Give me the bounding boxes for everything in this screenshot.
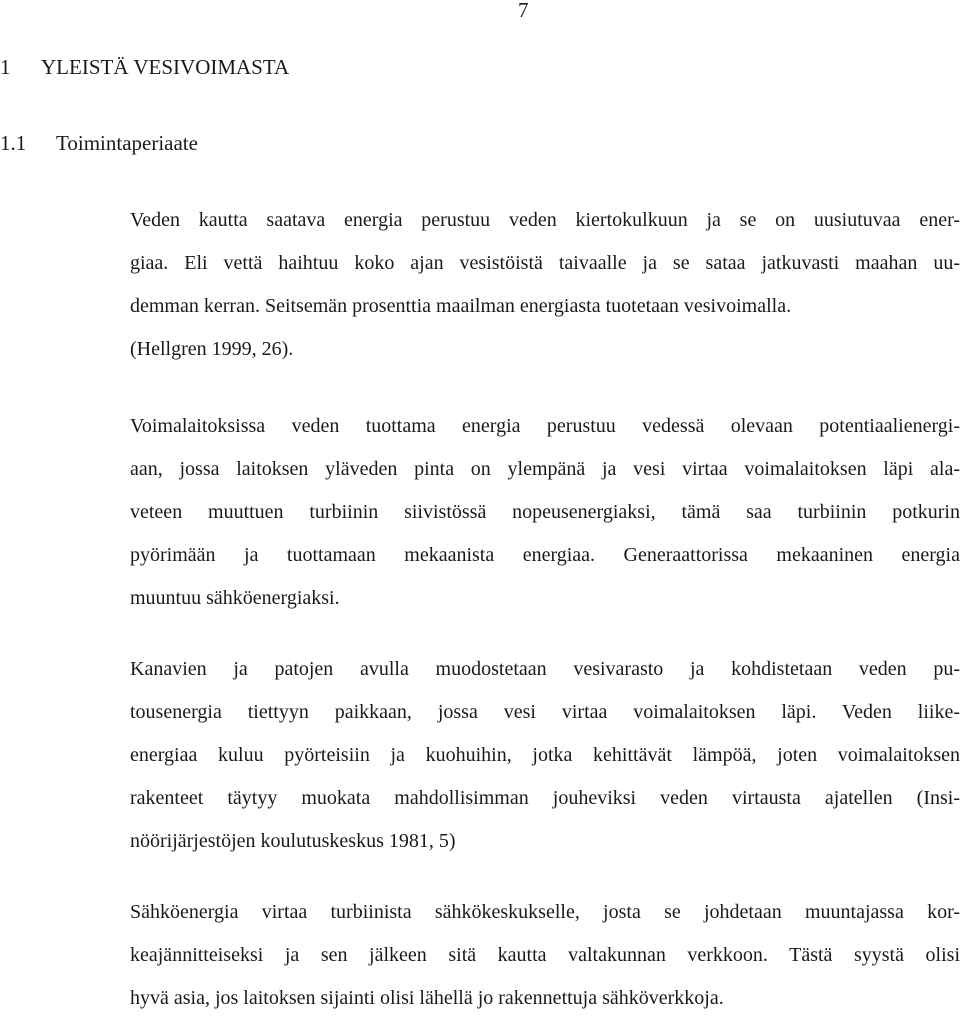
paragraph-line: rakenteet täytyy muokata mahdollisimman jouheviksi veden virtausta ajatellen (Insi- (130, 787, 960, 809)
paragraph-potential-energy (130, 412, 960, 627)
paragraph-line: Sähköenergia virtaa turbiinista sähkökeskukselle, josta se johdetaan muuntajassa kor- (130, 901, 960, 923)
paragraph-line: demman kerran. Seitsemän prosenttia maailman energiasta tuotetaan vesivoimalla. (130, 295, 792, 317)
paragraph-line: giaa. Eli vettä haihtuu koko ajan vesistöistä taivaalle ja se sataa jatkuvasti maahan uu- (130, 252, 960, 274)
paragraph-line: veteen muuttuen turbiinin siivistössä nopeusenergiaksi, tämä saa turbiinin potkurin (130, 501, 960, 523)
paragraph-line: energiaa kuluu pyörteisiin ja kuohuihin, jotka kehittävät lämpöä, joten voimalaitoksen (130, 744, 960, 766)
page-number: 7 (518, 0, 529, 22)
paragraph-line: aan, jossa laitoksen yläveden pinta on ylempänä ja vesi virtaa voimalaitoksen läpi ala- (130, 458, 960, 480)
section-number: 1.1 (0, 131, 27, 155)
paragraph-channels-dams (130, 655, 960, 870)
paragraph-line: Kanavien ja patojen avulla muodostetaan vesivarasto ja kohdistetaan veden pu- (130, 658, 960, 680)
section-title: Toimintaperiaate (56, 131, 198, 155)
section-heading (0, 129, 198, 157)
paragraph-line: Veden kautta saatava energia perustuu veden kiertokulkuun ja se on uusiutuvaa ener- (130, 209, 960, 231)
paragraph-line: (Hellgren 1999, 26). (130, 338, 294, 360)
paragraph-grid-connection (130, 898, 960, 1027)
chapter-number: 1 (0, 55, 11, 79)
paragraph-line: keajännitteiseksi ja sen jälkeen sitä kautta valtakunnan verkkoon. Tästä syystä olisi (130, 944, 960, 966)
chapter-heading (0, 53, 289, 81)
paragraph-line: muuntuu sähköenergiaksi. (130, 587, 340, 609)
chapter-title: YLEISTÄ VESIVOIMASTA (41, 55, 290, 79)
paragraph-line: hyvä asia, jos laitoksen sijainti olisi lähellä jo rakennettuja sähköverkkoja. (130, 987, 724, 1009)
paragraph-water-cycle (130, 206, 960, 378)
paragraph-line: pyörimään ja tuottamaan mekaanista energiaa. Generaattorissa mekaaninen energia (130, 544, 960, 566)
paragraph-line: nöörijärjestöjen koulutuskeskus 1981, 5) (130, 830, 456, 852)
paragraph-line: tousenergia tiettyyn paikkaan, jossa vesi virtaa voimalaitoksen läpi. Veden liike- (130, 701, 960, 723)
paragraph-line: Voimalaitoksissa veden tuottama energia perustuu vedessä olevaan potentiaalienergi- (130, 415, 960, 437)
